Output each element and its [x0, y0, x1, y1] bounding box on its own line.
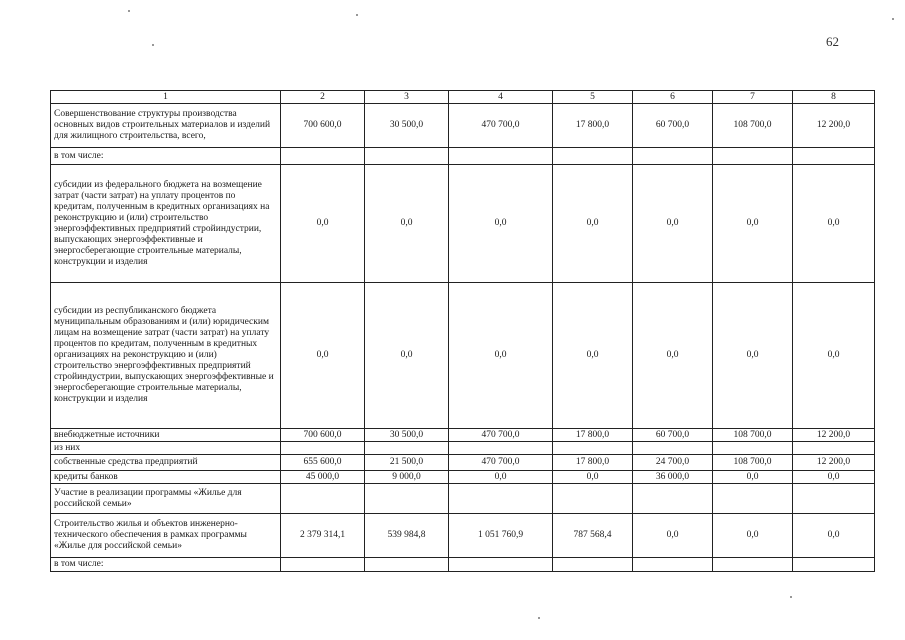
value-cell: 0,0 [713, 514, 793, 558]
value-cell [365, 558, 449, 572]
value-cell [633, 442, 713, 455]
column-header: 8 [793, 91, 875, 104]
value-cell: 787 568,4 [553, 514, 633, 558]
value-cell [793, 484, 875, 514]
value-cell [281, 484, 365, 514]
value-cell: 0,0 [793, 283, 875, 429]
column-header: 3 [365, 91, 449, 104]
table-row [51, 283, 875, 429]
row-label: в том числе: [51, 148, 281, 165]
page-number: 62 [826, 34, 839, 49]
value-cell: 1 051 760,9 [449, 514, 553, 558]
value-cell: 0,0 [793, 514, 875, 558]
value-cell: 45 000,0 [281, 471, 365, 484]
value-cell: 0,0 [713, 283, 793, 429]
value-cell: 0,0 [633, 283, 713, 429]
table-row [51, 484, 875, 514]
value-cell: 470 700,0 [449, 104, 553, 148]
value-cell [281, 442, 365, 455]
value-cell [553, 558, 633, 572]
value-cell: 12 200,0 [793, 104, 875, 148]
column-header: 1 [51, 91, 281, 104]
scan-speck [128, 10, 130, 12]
value-cell [365, 148, 449, 165]
value-cell: 0,0 [633, 165, 713, 283]
value-cell [365, 442, 449, 455]
value-cell: 12 200,0 [793, 455, 875, 471]
value-cell: 0,0 [281, 165, 365, 283]
value-cell [713, 558, 793, 572]
header-row [51, 91, 875, 104]
column-header: 6 [633, 91, 713, 104]
table-row [51, 455, 875, 471]
row-label: Совершенствование структуры производства основных видов строительных материалов и изделий для жилищного строительства, всего, [51, 104, 281, 148]
column-header: 4 [449, 91, 553, 104]
value-cell: 0,0 [281, 283, 365, 429]
scan-speck [790, 596, 792, 598]
row-label: собственные средства предприятий [51, 455, 281, 471]
value-cell: 9 000,0 [365, 471, 449, 484]
column-header: 2 [281, 91, 365, 104]
row-label: кредиты банков [51, 471, 281, 484]
table-row [51, 165, 875, 283]
value-cell [365, 484, 449, 514]
value-cell: 0,0 [449, 471, 553, 484]
row-label: в том числе: [51, 558, 281, 572]
budget-table [50, 90, 875, 572]
value-cell [793, 148, 875, 165]
value-cell: 108 700,0 [713, 455, 793, 471]
value-cell: 539 984,8 [365, 514, 449, 558]
value-cell: 24 700,0 [633, 455, 713, 471]
value-cell: 30 500,0 [365, 429, 449, 442]
scan-speck [892, 18, 894, 20]
value-cell [793, 558, 875, 572]
value-cell [553, 148, 633, 165]
value-cell: 0,0 [793, 471, 875, 484]
value-cell: 0,0 [713, 471, 793, 484]
value-cell: 2 379 314,1 [281, 514, 365, 558]
value-cell [449, 148, 553, 165]
table-row [51, 471, 875, 484]
row-label: Строительство жилья и объектов инженерно-технического обеспечения в рамках программы «Жилье для российской семьи» [51, 514, 281, 558]
value-cell: 0,0 [449, 165, 553, 283]
value-cell: 60 700,0 [633, 429, 713, 442]
table-row [51, 514, 875, 558]
value-cell: 0,0 [449, 283, 553, 429]
table-row [51, 429, 875, 442]
value-cell: 17 800,0 [553, 429, 633, 442]
value-cell [281, 558, 365, 572]
value-cell: 108 700,0 [713, 104, 793, 148]
value-cell: 0,0 [793, 165, 875, 283]
table-row [51, 104, 875, 148]
value-cell: 470 700,0 [449, 429, 553, 442]
value-cell [449, 442, 553, 455]
value-cell: 700 600,0 [281, 104, 365, 148]
value-cell: 470 700,0 [449, 455, 553, 471]
value-cell [281, 148, 365, 165]
column-header: 7 [713, 91, 793, 104]
row-label: внебюджетные источники [51, 429, 281, 442]
value-cell: 12 200,0 [793, 429, 875, 442]
value-cell: 17 800,0 [553, 104, 633, 148]
value-cell [553, 442, 633, 455]
value-cell: 0,0 [365, 283, 449, 429]
value-cell: 0,0 [713, 165, 793, 283]
value-cell [633, 558, 713, 572]
value-cell: 108 700,0 [713, 429, 793, 442]
table-row [51, 558, 875, 572]
value-cell: 30 500,0 [365, 104, 449, 148]
value-cell: 60 700,0 [633, 104, 713, 148]
value-cell: 21 500,0 [365, 455, 449, 471]
row-label: из них [51, 442, 281, 455]
value-cell: 655 600,0 [281, 455, 365, 471]
scan-speck [152, 44, 154, 46]
value-cell: 17 800,0 [553, 455, 633, 471]
value-cell: 700 600,0 [281, 429, 365, 442]
value-cell [449, 558, 553, 572]
scan-speck [356, 14, 358, 16]
value-cell: 36 000,0 [633, 471, 713, 484]
row-label: Участие в реализации программы «Жилье для российской семьи» [51, 484, 281, 514]
value-cell: 0,0 [553, 283, 633, 429]
value-cell: 0,0 [365, 165, 449, 283]
value-cell [633, 148, 713, 165]
value-cell [633, 484, 713, 514]
value-cell: 0,0 [633, 514, 713, 558]
value-cell [713, 484, 793, 514]
scan-speck [538, 617, 540, 619]
value-cell: 0,0 [553, 471, 633, 484]
row-label: субсидии из федерального бюджета на возмещение затрат (части затрат) на уплату процентов по кредитам, полученным в кредитных организациях на реконструкцию и (или) строительство энергоэффективных предприятий стройиндустрии, выпускающих энергоэффективные и энергосберегающие строительные материалы, конструкции и изделия [51, 165, 281, 283]
value-cell [713, 148, 793, 165]
value-cell [449, 484, 553, 514]
table-row [51, 148, 875, 165]
value-cell [713, 442, 793, 455]
value-cell [553, 484, 633, 514]
value-cell [793, 442, 875, 455]
value-cell: 0,0 [553, 165, 633, 283]
column-header: 5 [553, 91, 633, 104]
row-label: субсидии из республиканского бюджета муниципальным образованиям и (или) юридическим лицам на возмещение затрат (части затрат) на уплату процентов по кредитам, полученным в кредитных организациях на реконструкцию и (или) строительство энергоэффективных предприятий стройиндустрии, выпускающих энергоэффективные и энергосберегающие строительные материалы, конструкции и изделия [51, 283, 281, 429]
table-row [51, 442, 875, 455]
